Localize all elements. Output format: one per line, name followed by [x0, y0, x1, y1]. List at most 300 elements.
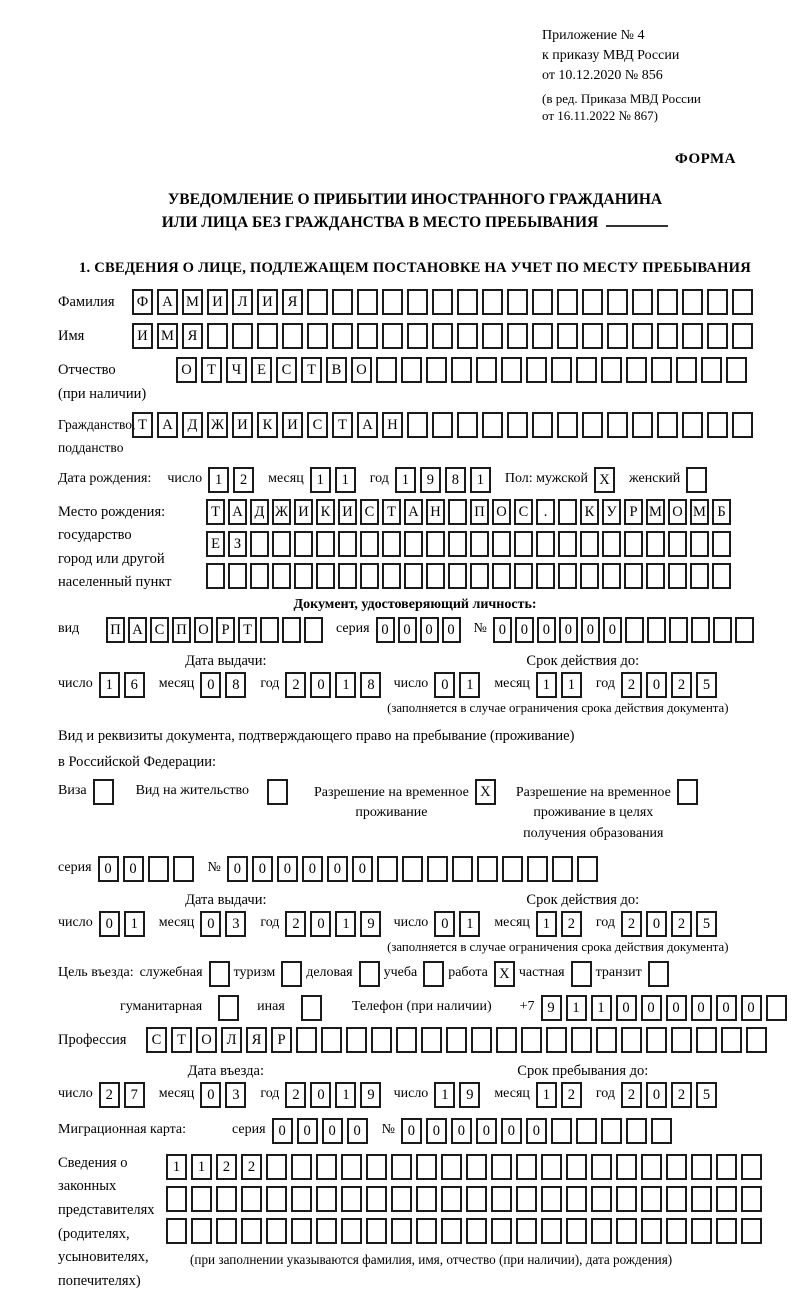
char-cell[interactable]: 0 [741, 995, 762, 1021]
char-cell[interactable] [677, 779, 698, 805]
char-cell[interactable] [404, 531, 423, 557]
char-cell[interactable] [304, 617, 323, 643]
char-cell[interactable]: А [357, 412, 378, 438]
char-cell[interactable]: 0 [352, 856, 373, 882]
char-cell[interactable] [448, 563, 467, 589]
char-cell[interactable]: 0 [476, 1118, 497, 1144]
char-cell[interactable] [491, 1186, 512, 1212]
char-cell[interactable] [691, 1186, 712, 1212]
char-cell[interactable] [401, 357, 422, 383]
char-cell[interactable]: 9 [360, 1082, 381, 1108]
char-cell[interactable] [148, 856, 169, 882]
char-cell[interactable]: П [172, 617, 191, 643]
char-cell[interactable] [396, 1027, 417, 1053]
char-cell[interactable]: 1 [166, 1154, 187, 1180]
char-cell[interactable] [191, 1218, 212, 1244]
char-cell[interactable] [291, 1154, 312, 1180]
char-cell[interactable] [691, 1154, 712, 1180]
char-cell[interactable]: 2 [233, 467, 254, 493]
char-cell[interactable] [566, 1218, 587, 1244]
char-cell[interactable] [282, 323, 303, 349]
char-cell[interactable] [341, 1218, 362, 1244]
char-cell[interactable] [492, 563, 511, 589]
char-cell[interactable] [516, 1186, 537, 1212]
char-cell[interactable] [712, 563, 731, 589]
char-cell[interactable] [476, 357, 497, 383]
char-cell[interactable]: 0 [123, 856, 144, 882]
char-cell[interactable]: 2 [621, 911, 642, 937]
char-cell[interactable]: 0 [327, 856, 348, 882]
char-cell[interactable]: 2 [671, 911, 692, 937]
char-cell[interactable]: 2 [241, 1154, 262, 1180]
char-cell[interactable] [241, 1186, 262, 1212]
char-cell[interactable] [218, 995, 239, 1021]
char-cell[interactable] [207, 323, 228, 349]
char-cell[interactable]: 0 [420, 617, 439, 643]
char-cell[interactable]: И [282, 412, 303, 438]
char-cell[interactable] [536, 531, 555, 557]
char-cell[interactable] [591, 1218, 612, 1244]
char-cell[interactable] [426, 531, 445, 557]
char-cell[interactable]: И [232, 412, 253, 438]
char-cell[interactable] [624, 563, 643, 589]
char-cell[interactable]: 0 [603, 617, 622, 643]
char-cell[interactable]: 3 [225, 1082, 246, 1108]
char-cell[interactable] [448, 531, 467, 557]
char-cell[interactable]: 0 [434, 672, 455, 698]
char-cell[interactable] [266, 1218, 287, 1244]
char-cell[interactable]: С [146, 1027, 167, 1053]
char-cell[interactable]: 2 [285, 1082, 306, 1108]
char-cell[interactable] [591, 1186, 612, 1212]
char-cell[interactable]: М [690, 499, 709, 525]
char-cell[interactable]: 1 [208, 467, 229, 493]
char-cell[interactable] [466, 1154, 487, 1180]
char-cell[interactable] [532, 412, 553, 438]
char-cell[interactable] [766, 995, 787, 1021]
char-cell[interactable]: 0 [272, 1118, 293, 1144]
char-cell[interactable] [732, 323, 753, 349]
char-cell[interactable] [307, 323, 328, 349]
char-cell[interactable] [416, 1218, 437, 1244]
char-cell[interactable]: М [182, 289, 203, 315]
char-cell[interactable]: 0 [200, 672, 221, 698]
char-cell[interactable] [452, 856, 473, 882]
char-cell[interactable] [514, 563, 533, 589]
char-cell[interactable] [294, 531, 313, 557]
char-cell[interactable]: 0 [581, 617, 600, 643]
char-cell[interactable]: 1 [459, 672, 480, 698]
char-cell[interactable] [546, 1027, 567, 1053]
char-cell[interactable]: 0 [434, 911, 455, 937]
char-cell[interactable] [541, 1218, 562, 1244]
char-cell[interactable] [376, 357, 397, 383]
char-cell[interactable] [682, 412, 703, 438]
char-cell[interactable]: 0 [297, 1118, 318, 1144]
char-cell[interactable]: С [276, 357, 297, 383]
char-cell[interactable] [407, 323, 428, 349]
char-cell[interactable]: 9 [541, 995, 562, 1021]
char-cell[interactable] [726, 357, 747, 383]
char-cell[interactable] [294, 563, 313, 589]
char-cell[interactable]: 0 [616, 995, 637, 1021]
char-cell[interactable] [646, 563, 665, 589]
char-cell[interactable]: 0 [277, 856, 298, 882]
char-cell[interactable] [432, 323, 453, 349]
char-cell[interactable] [741, 1186, 762, 1212]
char-cell[interactable]: 9 [360, 911, 381, 937]
char-cell[interactable] [281, 961, 302, 987]
char-cell[interactable]: К [257, 412, 278, 438]
char-cell[interactable] [558, 563, 577, 589]
char-cell[interactable]: 0 [442, 617, 461, 643]
char-cell[interactable]: Я [182, 323, 203, 349]
char-cell[interactable] [566, 1186, 587, 1212]
char-cell[interactable] [426, 357, 447, 383]
char-cell[interactable] [209, 961, 230, 987]
char-cell[interactable] [657, 323, 678, 349]
char-cell[interactable] [536, 563, 555, 589]
char-cell[interactable] [626, 1118, 647, 1144]
char-cell[interactable] [341, 1154, 362, 1180]
char-cell[interactable]: 0 [227, 856, 248, 882]
char-cell[interactable] [541, 1186, 562, 1212]
char-cell[interactable]: 1 [335, 672, 356, 698]
char-cell[interactable] [470, 531, 489, 557]
char-cell[interactable] [266, 1186, 287, 1212]
char-cell[interactable]: 2 [561, 911, 582, 937]
char-cell[interactable] [666, 1218, 687, 1244]
char-cell[interactable] [576, 357, 597, 383]
char-cell[interactable] [282, 617, 301, 643]
char-cell[interactable]: Д [250, 499, 269, 525]
char-cell[interactable]: 1 [459, 911, 480, 937]
char-cell[interactable]: О [196, 1027, 217, 1053]
char-cell[interactable] [746, 1027, 767, 1053]
char-cell[interactable] [516, 1218, 537, 1244]
char-cell[interactable] [492, 531, 511, 557]
char-cell[interactable] [482, 323, 503, 349]
char-cell[interactable] [566, 1154, 587, 1180]
char-cell[interactable] [477, 856, 498, 882]
char-cell[interactable] [641, 1186, 662, 1212]
char-cell[interactable] [668, 531, 687, 557]
char-cell[interactable]: П [470, 499, 489, 525]
char-cell[interactable] [451, 357, 472, 383]
char-cell[interactable] [671, 1027, 692, 1053]
char-cell[interactable] [191, 1186, 212, 1212]
char-cell[interactable] [457, 412, 478, 438]
char-cell[interactable] [316, 1218, 337, 1244]
char-cell[interactable]: 7 [124, 1082, 145, 1108]
char-cell[interactable] [341, 1186, 362, 1212]
char-cell[interactable]: 1 [335, 1082, 356, 1108]
char-cell[interactable] [391, 1186, 412, 1212]
char-cell[interactable]: 0 [310, 672, 331, 698]
char-cell[interactable] [716, 1218, 737, 1244]
char-cell[interactable] [571, 1027, 592, 1053]
char-cell[interactable]: 1 [335, 911, 356, 937]
char-cell[interactable]: И [207, 289, 228, 315]
char-cell[interactable] [716, 1186, 737, 1212]
char-cell[interactable] [648, 961, 669, 987]
char-cell[interactable] [558, 531, 577, 557]
char-cell[interactable] [632, 289, 653, 315]
char-cell[interactable] [257, 323, 278, 349]
char-cell[interactable]: П [106, 617, 125, 643]
char-cell[interactable] [404, 563, 423, 589]
char-cell[interactable] [602, 531, 621, 557]
char-cell[interactable] [691, 1218, 712, 1244]
char-cell[interactable] [558, 499, 577, 525]
char-cell[interactable]: И [257, 289, 278, 315]
char-cell[interactable] [732, 289, 753, 315]
char-cell[interactable] [416, 1154, 437, 1180]
char-cell[interactable] [466, 1186, 487, 1212]
char-cell[interactable]: X [594, 467, 615, 493]
char-cell[interactable]: Л [232, 289, 253, 315]
char-cell[interactable] [657, 412, 678, 438]
char-cell[interactable] [382, 323, 403, 349]
char-cell[interactable]: Д [182, 412, 203, 438]
char-cell[interactable]: Р [271, 1027, 292, 1053]
char-cell[interactable] [423, 961, 444, 987]
char-cell[interactable] [482, 412, 503, 438]
char-cell[interactable] [682, 289, 703, 315]
char-cell[interactable] [432, 412, 453, 438]
char-cell[interactable]: 0 [716, 995, 737, 1021]
char-cell[interactable]: Б [712, 499, 731, 525]
char-cell[interactable] [690, 531, 709, 557]
char-cell[interactable]: Ч [226, 357, 247, 383]
char-cell[interactable]: Т [201, 357, 222, 383]
char-cell[interactable]: 0 [426, 1118, 447, 1144]
char-cell[interactable] [641, 1154, 662, 1180]
char-cell[interactable] [527, 856, 548, 882]
char-cell[interactable]: Т [382, 499, 401, 525]
char-cell[interactable] [427, 856, 448, 882]
char-cell[interactable] [557, 412, 578, 438]
char-cell[interactable] [582, 289, 603, 315]
char-cell[interactable] [713, 617, 732, 643]
char-cell[interactable]: 0 [451, 1118, 472, 1144]
char-cell[interactable]: 8 [360, 672, 381, 698]
char-cell[interactable] [551, 357, 572, 383]
char-cell[interactable] [646, 1027, 667, 1053]
char-cell[interactable] [366, 1218, 387, 1244]
char-cell[interactable] [732, 412, 753, 438]
char-cell[interactable] [580, 563, 599, 589]
char-cell[interactable]: О [492, 499, 511, 525]
char-cell[interactable]: 0 [376, 617, 395, 643]
char-cell[interactable]: 1 [434, 1082, 455, 1108]
char-cell[interactable] [448, 499, 467, 525]
char-cell[interactable] [357, 323, 378, 349]
char-cell[interactable]: М [157, 323, 178, 349]
char-cell[interactable]: 5 [696, 911, 717, 937]
char-cell[interactable]: 0 [310, 911, 331, 937]
char-cell[interactable] [471, 1027, 492, 1053]
char-cell[interactable] [657, 289, 678, 315]
char-cell[interactable]: К [316, 499, 335, 525]
char-cell[interactable] [441, 1154, 462, 1180]
char-cell[interactable] [457, 289, 478, 315]
char-cell[interactable]: А [228, 499, 247, 525]
char-cell[interactable] [626, 357, 647, 383]
char-cell[interactable]: 2 [99, 1082, 120, 1108]
char-cell[interactable]: 0 [99, 911, 120, 937]
char-cell[interactable]: Ж [207, 412, 228, 438]
char-cell[interactable]: 1 [536, 911, 557, 937]
char-cell[interactable] [501, 357, 522, 383]
char-cell[interactable] [421, 1027, 442, 1053]
char-cell[interactable]: Р [216, 617, 235, 643]
char-cell[interactable] [357, 289, 378, 315]
char-cell[interactable] [441, 1218, 462, 1244]
char-cell[interactable]: . [536, 499, 555, 525]
char-cell[interactable]: Т [238, 617, 257, 643]
char-cell[interactable] [502, 856, 523, 882]
char-cell[interactable] [366, 1154, 387, 1180]
char-cell[interactable] [260, 617, 279, 643]
char-cell[interactable]: В [326, 357, 347, 383]
char-cell[interactable] [291, 1186, 312, 1212]
char-cell[interactable] [616, 1186, 637, 1212]
char-cell[interactable]: 1 [191, 1154, 212, 1180]
char-cell[interactable]: 0 [302, 856, 323, 882]
char-cell[interactable] [682, 323, 703, 349]
char-cell[interactable]: А [128, 617, 147, 643]
char-cell[interactable]: 1 [310, 467, 331, 493]
char-cell[interactable]: 2 [621, 672, 642, 698]
char-cell[interactable]: Я [246, 1027, 267, 1053]
char-cell[interactable] [625, 617, 644, 643]
char-cell[interactable] [526, 357, 547, 383]
char-cell[interactable] [296, 1027, 317, 1053]
char-cell[interactable] [377, 856, 398, 882]
char-cell[interactable] [601, 1118, 622, 1144]
char-cell[interactable]: 0 [322, 1118, 343, 1144]
char-cell[interactable]: 0 [646, 672, 667, 698]
char-cell[interactable] [316, 1154, 337, 1180]
char-cell[interactable]: У [602, 499, 621, 525]
char-cell[interactable] [741, 1218, 762, 1244]
char-cell[interactable] [407, 289, 428, 315]
char-cell[interactable]: 0 [526, 1118, 547, 1144]
char-cell[interactable] [491, 1218, 512, 1244]
char-cell[interactable] [272, 531, 291, 557]
char-cell[interactable] [316, 531, 335, 557]
char-cell[interactable] [624, 531, 643, 557]
char-cell[interactable] [596, 1027, 617, 1053]
char-cell[interactable] [691, 617, 710, 643]
char-cell[interactable]: 0 [310, 1082, 331, 1108]
char-cell[interactable]: 0 [493, 617, 512, 643]
char-cell[interactable] [267, 779, 288, 805]
char-cell[interactable] [646, 531, 665, 557]
char-cell[interactable] [716, 1154, 737, 1180]
char-cell[interactable]: 1 [591, 995, 612, 1021]
char-cell[interactable] [166, 1186, 187, 1212]
char-cell[interactable] [521, 1027, 542, 1053]
char-cell[interactable]: 0 [98, 856, 119, 882]
char-cell[interactable] [582, 323, 603, 349]
char-cell[interactable] [391, 1218, 412, 1244]
char-cell[interactable]: 0 [559, 617, 578, 643]
char-cell[interactable]: А [404, 499, 423, 525]
char-cell[interactable] [707, 323, 728, 349]
char-cell[interactable]: Т [332, 412, 353, 438]
char-cell[interactable]: С [150, 617, 169, 643]
char-cell[interactable]: Р [624, 499, 643, 525]
char-cell[interactable] [607, 289, 628, 315]
char-cell[interactable] [557, 323, 578, 349]
char-cell[interactable]: А [157, 289, 178, 315]
char-cell[interactable] [250, 563, 269, 589]
char-cell[interactable]: 0 [537, 617, 556, 643]
char-cell[interactable] [426, 563, 445, 589]
char-cell[interactable] [93, 779, 114, 805]
char-cell[interactable]: М [646, 499, 665, 525]
char-cell[interactable]: И [132, 323, 153, 349]
char-cell[interactable]: 2 [561, 1082, 582, 1108]
char-cell[interactable] [576, 1118, 597, 1144]
char-cell[interactable] [541, 1154, 562, 1180]
char-cell[interactable] [666, 1186, 687, 1212]
char-cell[interactable] [651, 357, 672, 383]
char-cell[interactable] [291, 1218, 312, 1244]
char-cell[interactable]: К [580, 499, 599, 525]
char-cell[interactable] [241, 1218, 262, 1244]
char-cell[interactable]: 5 [696, 1082, 717, 1108]
char-cell[interactable]: Т [301, 357, 322, 383]
char-cell[interactable] [601, 357, 622, 383]
char-cell[interactable]: З [228, 531, 247, 557]
char-cell[interactable] [668, 563, 687, 589]
char-cell[interactable] [266, 1154, 287, 1180]
char-cell[interactable] [696, 1027, 717, 1053]
char-cell[interactable]: О [194, 617, 213, 643]
char-cell[interactable] [316, 1186, 337, 1212]
char-cell[interactable] [371, 1027, 392, 1053]
char-cell[interactable]: 5 [696, 672, 717, 698]
char-cell[interactable]: С [307, 412, 328, 438]
char-cell[interactable]: Т [171, 1027, 192, 1053]
char-cell[interactable] [507, 323, 528, 349]
char-cell[interactable] [446, 1027, 467, 1053]
char-cell[interactable]: 1 [561, 672, 582, 698]
char-cell[interactable] [301, 995, 322, 1021]
char-cell[interactable]: О [176, 357, 197, 383]
char-cell[interactable]: О [668, 499, 687, 525]
char-cell[interactable] [676, 357, 697, 383]
char-cell[interactable] [360, 563, 379, 589]
char-cell[interactable]: 8 [445, 467, 466, 493]
char-cell[interactable] [577, 856, 598, 882]
char-cell[interactable] [741, 1154, 762, 1180]
char-cell[interactable] [470, 563, 489, 589]
char-cell[interactable] [359, 961, 380, 987]
char-cell[interactable]: 0 [501, 1118, 522, 1144]
char-cell[interactable] [641, 1218, 662, 1244]
char-cell[interactable] [632, 323, 653, 349]
char-cell[interactable] [382, 531, 401, 557]
char-cell[interactable]: Ф [132, 289, 153, 315]
char-cell[interactable]: Е [251, 357, 272, 383]
char-cell[interactable] [507, 412, 528, 438]
char-cell[interactable]: 6 [124, 672, 145, 698]
char-cell[interactable]: 1 [536, 672, 557, 698]
